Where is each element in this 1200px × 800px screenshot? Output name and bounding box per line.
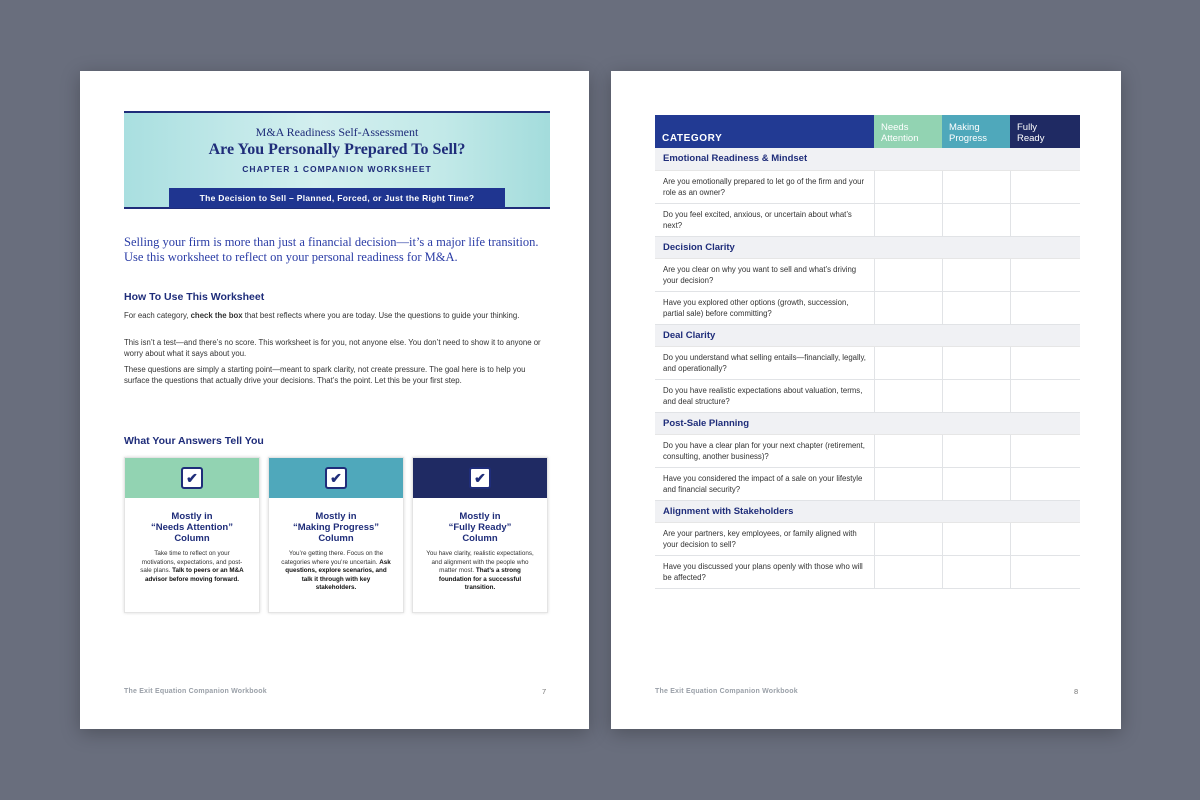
card-title: Mostly in “Making Progress” Column xyxy=(292,511,380,544)
check-cell-needs-attention[interactable] xyxy=(874,346,942,379)
check-cell-fully-ready[interactable] xyxy=(1010,467,1080,500)
check-cell-fully-ready[interactable] xyxy=(1010,170,1080,203)
table-row xyxy=(655,346,1080,379)
table-row xyxy=(655,379,1080,412)
table-row xyxy=(655,522,1080,555)
check-cell-needs-attention[interactable] xyxy=(874,258,942,291)
section-header: Emotional Readiness & Mindset xyxy=(655,148,1080,170)
readiness-table xyxy=(655,115,1080,589)
check-cell-making-progress[interactable] xyxy=(942,258,1010,291)
how-to-paragraph-3: These questions are simply a starting point—meant to spark clarity, not create pressure. The goal here is to help you surface the questions that actually drive your decisions. That’s the point. Let this be your first step. xyxy=(124,365,526,385)
check-cell-making-progress[interactable] xyxy=(942,467,1010,500)
page-footer: The Exit Equation Companion Workbook xyxy=(124,688,267,695)
card-fully-ready xyxy=(412,457,548,613)
section-header: Alignment with Stakeholders xyxy=(655,500,1080,522)
check-cell-making-progress[interactable] xyxy=(942,291,1010,324)
card-header xyxy=(269,458,403,498)
chapter-subtitle: CHAPTER 1 COMPANION WORKSHEET xyxy=(242,164,432,174)
question-text: Are your partners, key employees, or family aligned with your decision to sell? xyxy=(655,522,874,555)
question-text: Are you clear on why you want to sell and what’s driving your decision? xyxy=(655,258,874,291)
how-to-paragraph-1: For each category, check the box that best reflects where you are today. Use the questions to guide your thinking. xyxy=(124,311,520,320)
card-title: Mostly in “Needs Attention” Column xyxy=(151,511,233,544)
intro-paragraph: Selling your firm is more than just a financial decision—it’s a major life transition. Use this worksheet to reflect on your personal readiness for M&A. xyxy=(124,235,539,264)
check-cell-fully-ready[interactable] xyxy=(1010,346,1080,379)
check-the-box-emphasis: check the box xyxy=(190,311,243,320)
checkbox-icon: ✔ xyxy=(181,467,203,489)
how-to-paragraph-2: This isn’t a test—and there’s no score. This worksheet is for you, not anyone else. You don’t need to show it to anyone or worry about what it says about you. xyxy=(124,338,541,358)
check-cell-needs-attention[interactable] xyxy=(874,291,942,324)
section-header: Decision Clarity xyxy=(655,236,1080,258)
card-body: Take time to reflect on your motivations, expectations, and post-sale plans. Talk to peers or an M&A advisor before moving forward. xyxy=(140,550,244,583)
table-row xyxy=(655,203,1080,236)
question-text: Do you have realistic expectations about valuation, terms, and deal structure? xyxy=(655,379,874,412)
how-to-heading: How To Use This Worksheet xyxy=(124,291,265,303)
check-cell-making-progress[interactable] xyxy=(942,170,1010,203)
question-text: Are you emotionally prepared to let go of the firm and your role as an owner? xyxy=(655,170,874,203)
question-text: Do you understand what selling entails—financially, legally, and operationally? xyxy=(655,346,874,379)
table-row xyxy=(655,170,1080,203)
checkbox-icon: ✔ xyxy=(325,467,347,489)
check-cell-fully-ready[interactable] xyxy=(1010,203,1080,236)
column-header-category: CATEGORY xyxy=(655,115,874,148)
card-making-progress xyxy=(268,457,404,613)
check-cell-needs-attention[interactable] xyxy=(874,203,942,236)
table-row xyxy=(655,291,1080,324)
table-row xyxy=(655,467,1080,500)
check-cell-fully-ready[interactable] xyxy=(1010,555,1080,588)
section-header: Post-Sale Planning xyxy=(655,412,1080,434)
question-text: Have you explored other options (growth, succession, partial sale) before committing? xyxy=(655,291,874,324)
page-number: 8 xyxy=(1074,687,1079,696)
card-needs-attention xyxy=(124,457,260,613)
worksheet-page-8 xyxy=(611,71,1121,729)
card-title: Mostly in “Fully Ready” Column xyxy=(448,511,512,544)
card-body: You have clarity, realistic expectations, and alignment with the people who matter most. That’s a strong foundation for a successful transition. xyxy=(426,550,534,592)
check-cell-needs-attention[interactable] xyxy=(874,555,942,588)
decision-banner: The Decision to Sell – Planned, Forced, or Just the Right Time? xyxy=(169,188,505,208)
assessment-kicker: M&A Readiness Self-Assessment xyxy=(255,125,419,139)
question-text: Do you feel excited, anxious, or uncertain about what’s next? xyxy=(655,203,874,236)
check-cell-fully-ready[interactable] xyxy=(1010,258,1080,291)
page-number: 7 xyxy=(542,687,547,696)
check-cell-making-progress[interactable] xyxy=(942,203,1010,236)
table-row xyxy=(655,555,1080,588)
page-footer: The Exit Equation Companion Workbook xyxy=(655,688,798,695)
card-body: You’re getting there. Focus on the categories where you’re uncertain. Ask questions, explore scenarios, and talk it through with key stakeholders. xyxy=(281,550,391,592)
question-text: Do you have a clear plan for your next chapter (retirement, consulting, another business)? xyxy=(655,434,874,467)
checkbox-icon: ✔ xyxy=(469,467,491,489)
card-header xyxy=(413,458,547,498)
column-header-needs-attention: Needs Attention xyxy=(874,115,942,148)
question-text: Have you discussed your plans openly with those who will be affected? xyxy=(655,555,874,588)
table-row xyxy=(655,434,1080,467)
check-cell-making-progress[interactable] xyxy=(942,555,1010,588)
check-cell-making-progress[interactable] xyxy=(942,379,1010,412)
header-banner xyxy=(124,111,550,209)
check-cell-fully-ready[interactable] xyxy=(1010,522,1080,555)
check-cell-fully-ready[interactable] xyxy=(1010,379,1080,412)
card-header xyxy=(125,458,259,498)
check-cell-needs-attention[interactable] xyxy=(874,379,942,412)
page-title: Are You Personally Prepared To Sell? xyxy=(208,141,466,158)
worksheet-page-7 xyxy=(80,71,589,729)
check-cell-making-progress[interactable] xyxy=(942,522,1010,555)
check-cell-needs-attention[interactable] xyxy=(874,434,942,467)
check-cell-making-progress[interactable] xyxy=(942,434,1010,467)
check-cell-needs-attention[interactable] xyxy=(874,170,942,203)
check-cell-fully-ready[interactable] xyxy=(1010,291,1080,324)
section-header: Deal Clarity xyxy=(655,324,1080,346)
column-header-making-progress: Making Progress xyxy=(942,115,1010,148)
check-cell-fully-ready[interactable] xyxy=(1010,434,1080,467)
question-text: Have you considered the impact of a sale on your lifestyle and financial security? xyxy=(655,467,874,500)
column-header-fully-ready: Fully Ready xyxy=(1010,115,1080,148)
table-row xyxy=(655,258,1080,291)
answers-heading: What Your Answers Tell You xyxy=(124,435,264,447)
check-cell-making-progress[interactable] xyxy=(942,346,1010,379)
check-cell-needs-attention[interactable] xyxy=(874,467,942,500)
check-cell-needs-attention[interactable] xyxy=(874,522,942,555)
